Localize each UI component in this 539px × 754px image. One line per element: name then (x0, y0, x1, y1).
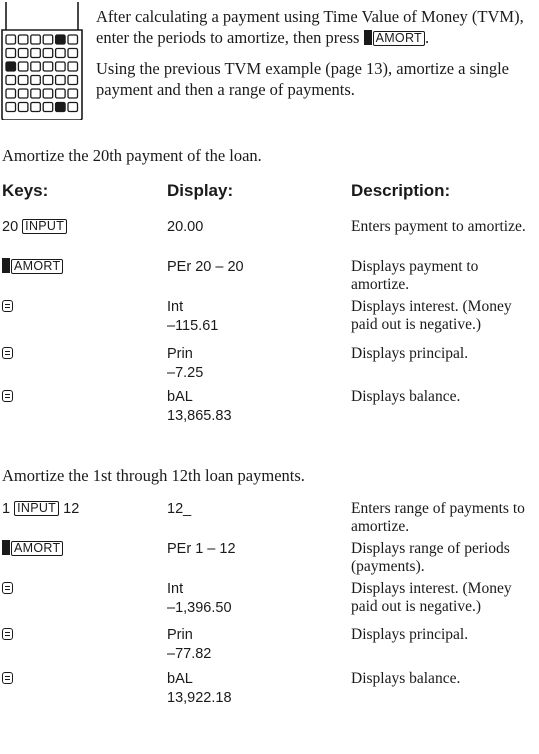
keypad-key (68, 89, 78, 98)
keypad-key (18, 89, 28, 98)
keypad-key (43, 35, 53, 44)
keypad-key (68, 76, 78, 85)
keypad-key (6, 62, 16, 71)
table-row-keys (2, 345, 13, 364)
keypad-key (31, 62, 41, 71)
table-row-display: PEr 20 – 20 (167, 259, 244, 275)
equals-key-icon (2, 300, 13, 312)
amort-keycap: AMORT (11, 259, 63, 274)
shift-key-icon (364, 30, 372, 45)
example-2-title: Amortize the 1st through 12th loan payments. (2, 466, 305, 485)
intro-text (96, 6, 536, 110)
keypad-key (56, 49, 66, 58)
table-row-display: 12_ (167, 501, 192, 517)
equals-key-icon (2, 672, 13, 684)
input-keycap: INPUT (22, 219, 67, 234)
keypad-key (68, 49, 78, 58)
table-row-keys (2, 388, 13, 407)
amort-keycap: AMORT (373, 31, 425, 46)
example-1-title: Amortize the 20th payment of the loan. (2, 146, 262, 165)
keypad-key (43, 89, 53, 98)
keypad-key (56, 76, 66, 85)
keypad-key (68, 35, 78, 44)
table-row-display: 20.00 (167, 219, 204, 235)
header-keys: Keys: (2, 181, 49, 200)
keypad-key (43, 62, 53, 71)
table-row-display: PEr 1 – 12 (167, 541, 236, 557)
intro-paragraph-2: Using the previous TVM example (page 13), amortize a single payment and then a range of payments. (96, 59, 509, 99)
calculator-keypad-icon (0, 2, 84, 120)
table-row-keys (2, 540, 63, 559)
keypad-key (6, 76, 16, 85)
keypad-key (43, 103, 53, 112)
table-row-keys (2, 670, 13, 689)
keypad-key (43, 76, 53, 85)
equals-key-icon (2, 582, 13, 594)
amort-keycap: AMORT (11, 541, 63, 556)
table-row-description: Enters range of payments to amortize. (351, 500, 525, 535)
keypad-key (31, 103, 41, 112)
keypad-key (56, 62, 66, 71)
table-row-description: Displays principal. (351, 626, 469, 643)
shift-key-icon (2, 258, 10, 273)
table-row-description: Displays interest. (Money paid out is negative.) (351, 298, 512, 333)
equals-key-icon (2, 628, 13, 640)
table-row-keys (2, 298, 13, 317)
table-row-keys: 20 INPUT (2, 218, 67, 237)
keypad-key (56, 89, 66, 98)
table-row-display: bAL 13,865.83 (167, 389, 232, 424)
table-row-display: Int –115.61 (167, 299, 219, 334)
table-row-description: Enters payment to amortize. (351, 218, 526, 235)
table-row-keys (2, 580, 13, 599)
keypad-key (31, 49, 41, 58)
keypad-key (18, 49, 28, 58)
table-row-display: Int –1,396.50 (167, 581, 232, 616)
keypad-key (18, 103, 28, 112)
keypad-key (68, 62, 78, 71)
table-row-description: Displays range of periods (payments). (351, 540, 510, 575)
equals-key-icon (2, 347, 13, 359)
shift-key-icon (2, 540, 10, 555)
keypad-key (6, 89, 16, 98)
table-row-keys (2, 258, 63, 277)
table-row-description: Displays interest. (Money paid out is negative.) (351, 580, 512, 615)
table-row-keys (2, 626, 13, 645)
keypad-key (68, 103, 78, 112)
keypad-key (18, 76, 28, 85)
table-row-keys: 1 INPUT 12 (2, 501, 80, 517)
input-keycap: INPUT (14, 501, 59, 516)
table-row-display: Prin –7.25 (167, 346, 204, 381)
keypad-key (18, 62, 28, 71)
keypad-key (43, 49, 53, 58)
keypad-key (18, 35, 28, 44)
keypad-key (6, 49, 16, 58)
table-row-description: Displays balance. (351, 388, 461, 405)
keypad-key (6, 35, 16, 44)
keypad-key (56, 35, 66, 44)
header-description: Description: (351, 181, 451, 200)
keypad-key (6, 103, 16, 112)
table-row-display: Prin –77.82 (167, 627, 212, 662)
equals-key-icon (2, 390, 13, 402)
keypad-key (31, 76, 41, 85)
keypad-key (31, 35, 41, 44)
keypad-key (31, 89, 41, 98)
header-display: Display: (167, 181, 234, 200)
table-row-description: Displays principal. (351, 345, 469, 362)
table-row-display: bAL 13,922.18 (167, 671, 232, 706)
keypad-key (56, 103, 66, 112)
table-row-description: Displays payment to amortize. (351, 258, 479, 293)
intro-paragraph-1: After calculating a payment using Time Value of Money (TVM), enter the periods to amortize, then press AMORT . (96, 7, 524, 47)
table-row-description: Displays balance. (351, 670, 461, 687)
